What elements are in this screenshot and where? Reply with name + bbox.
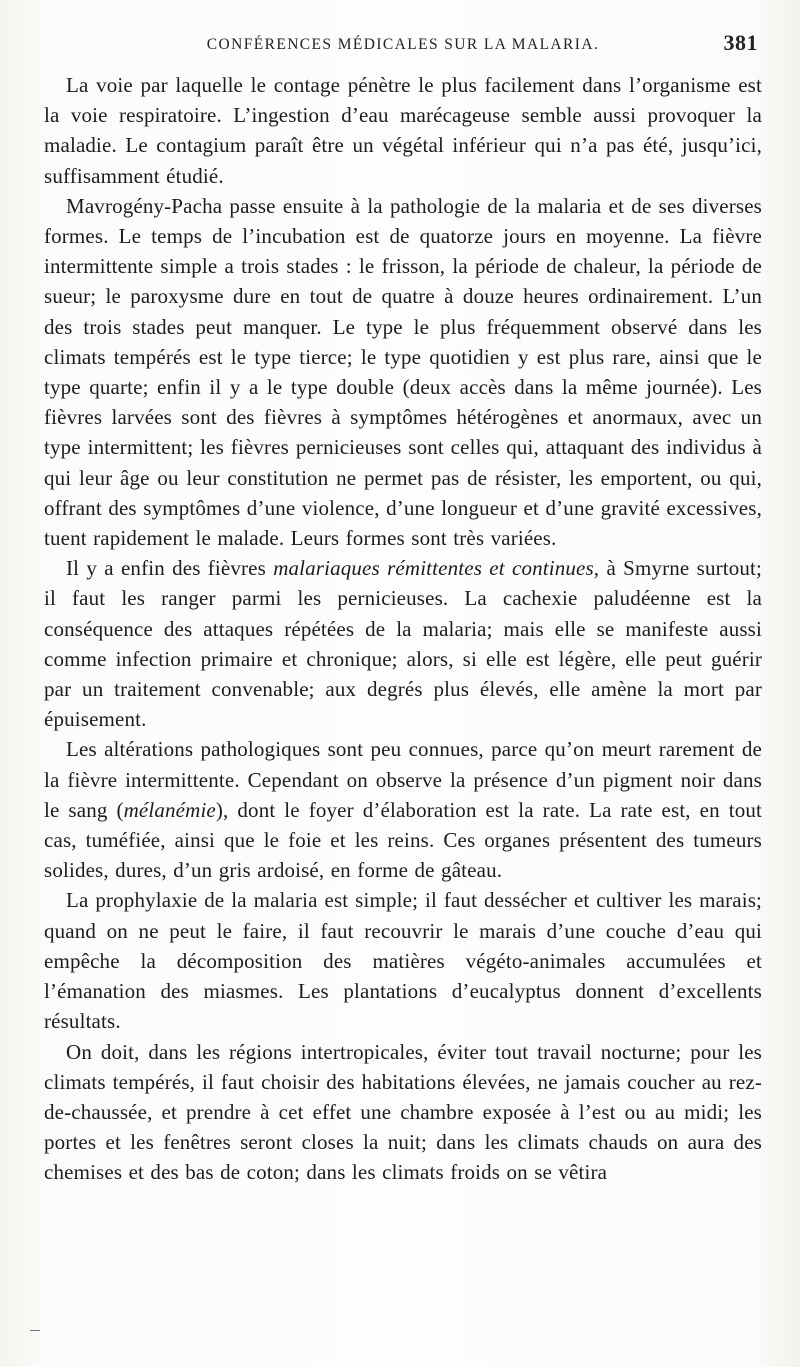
page-number: 381: [723, 30, 758, 55]
running-header: [44, 28, 762, 68]
paragraph-prophylaxie: La prophylaxie de la malaria est simple; il faut dessécher et cultiver les marais; quand on ne peut le faire, il faut recouvrir le marais d’une couche d’eau qui empêche la décomposition des matières végéto-animales accumulées et l’émanation des miasmes. Les plantations d’eucalyptus donnent d’excellents résultats.: [44, 888, 762, 1034]
margin-mark: [30, 1330, 40, 1331]
italic-term-malariaques: malariaques rémittentes et continues,: [273, 556, 600, 581]
italic-term-melanemie: mélanémie: [123, 797, 216, 822]
paragraph-alterations: [44, 734, 762, 885]
paragraph-pathologie: Mavrogény-Pacha passe ensuite à la pathologie de la malaria et de ses diverses formes. Le temps de l’incubation est de quatorze jours en moyenne. La fièvre intermittente simple a trois stades : le frisson, la période de chaleur, la période de sueur; le paroxysme dure en tout de quatre à douze heures ordinairement. L’un des trois stades peut manquer. Le type le plus fréquemment observé dans les climats tempérés est le type tierce; le type quotidien y est plus rare, ainsi que le type quarte; enfin il y a le type double (deux accès dans la même journée). Les fièvres larvées sont des fièvres à symptômes hétérogènes et anormaux, avec un type intermittent; les fièvres pernicieuses sont celles qui, attaquant des individus à qui leur âge ou leur constitution ne permet pas de résister, les emportent, ou qui, offrant des symptômes d’une violence, d’une longueur et d’une gravité excessives, tuent rapidement le malade. Leurs formes sont très variées.: [44, 193, 762, 551]
paragraph-fievres-remittentes-end: à Smyrne surtout; il faut les ranger parmi les pernicieuses. La cachexie paludéenne est la conséquence des attaques répétées de la malaria; mais elle se manifeste aussi comme infection primaire et chronique; alors, si elle est légère, elle peut guérir par un traitement convenable; aux degrés plus élevés, elle amène la mort par épuisement.: [44, 556, 762, 732]
paragraph-fievres-remittentes: [44, 553, 762, 734]
paragraph-alterations-end: ), dont le foyer d’élaboration est la rate. La rate est, en tout cas, tuméfiée, ainsi que le foie et les reins. Ces organes présentent des tumeurs solides, dures, d’un gris ardoisé, en forme de gâteau.: [44, 797, 762, 883]
paragraph-fievres-remittentes-start: Il y a enfin des fièvres: [66, 556, 274, 581]
running-title: CONFÉRENCES MÉDICALES SUR LA MALARIA.: [206, 36, 600, 53]
body-text: [44, 70, 762, 1188]
paragraph-contage: La voie par laquelle le contage pénètre le plus facilement dans l’organisme est la voie respiratoire. L’ingestion d’eau marécageuse semble aussi provoquer la maladie. Le contagium paraît être un végétal inférieur qui n’a pas été, jusqu’ici, suffisamment étudié.: [44, 73, 762, 188]
paragraph-regions-intertropicales: On doit, dans les régions intertropicales, éviter tout travail nocturne; pour les climats tempérés, il faut choisir des habitations élevées, ne jamais coucher au rez-de-chaussée, et prendre à cet effet une chambre exposée à l’est ou au midi; les portes et les fenêtres seront closes la nuit; dans les climats chauds on aura des chemises et des bas de coton; dans les climats froids on se vêtira: [44, 1039, 762, 1185]
paragraph-alterations-start: Les altérations pathologiques sont peu connues, parce qu’on meurt rarement de la fièvre intermittente. Cependant on observe la présence d’un pigment noir dans le sang (: [44, 737, 762, 822]
